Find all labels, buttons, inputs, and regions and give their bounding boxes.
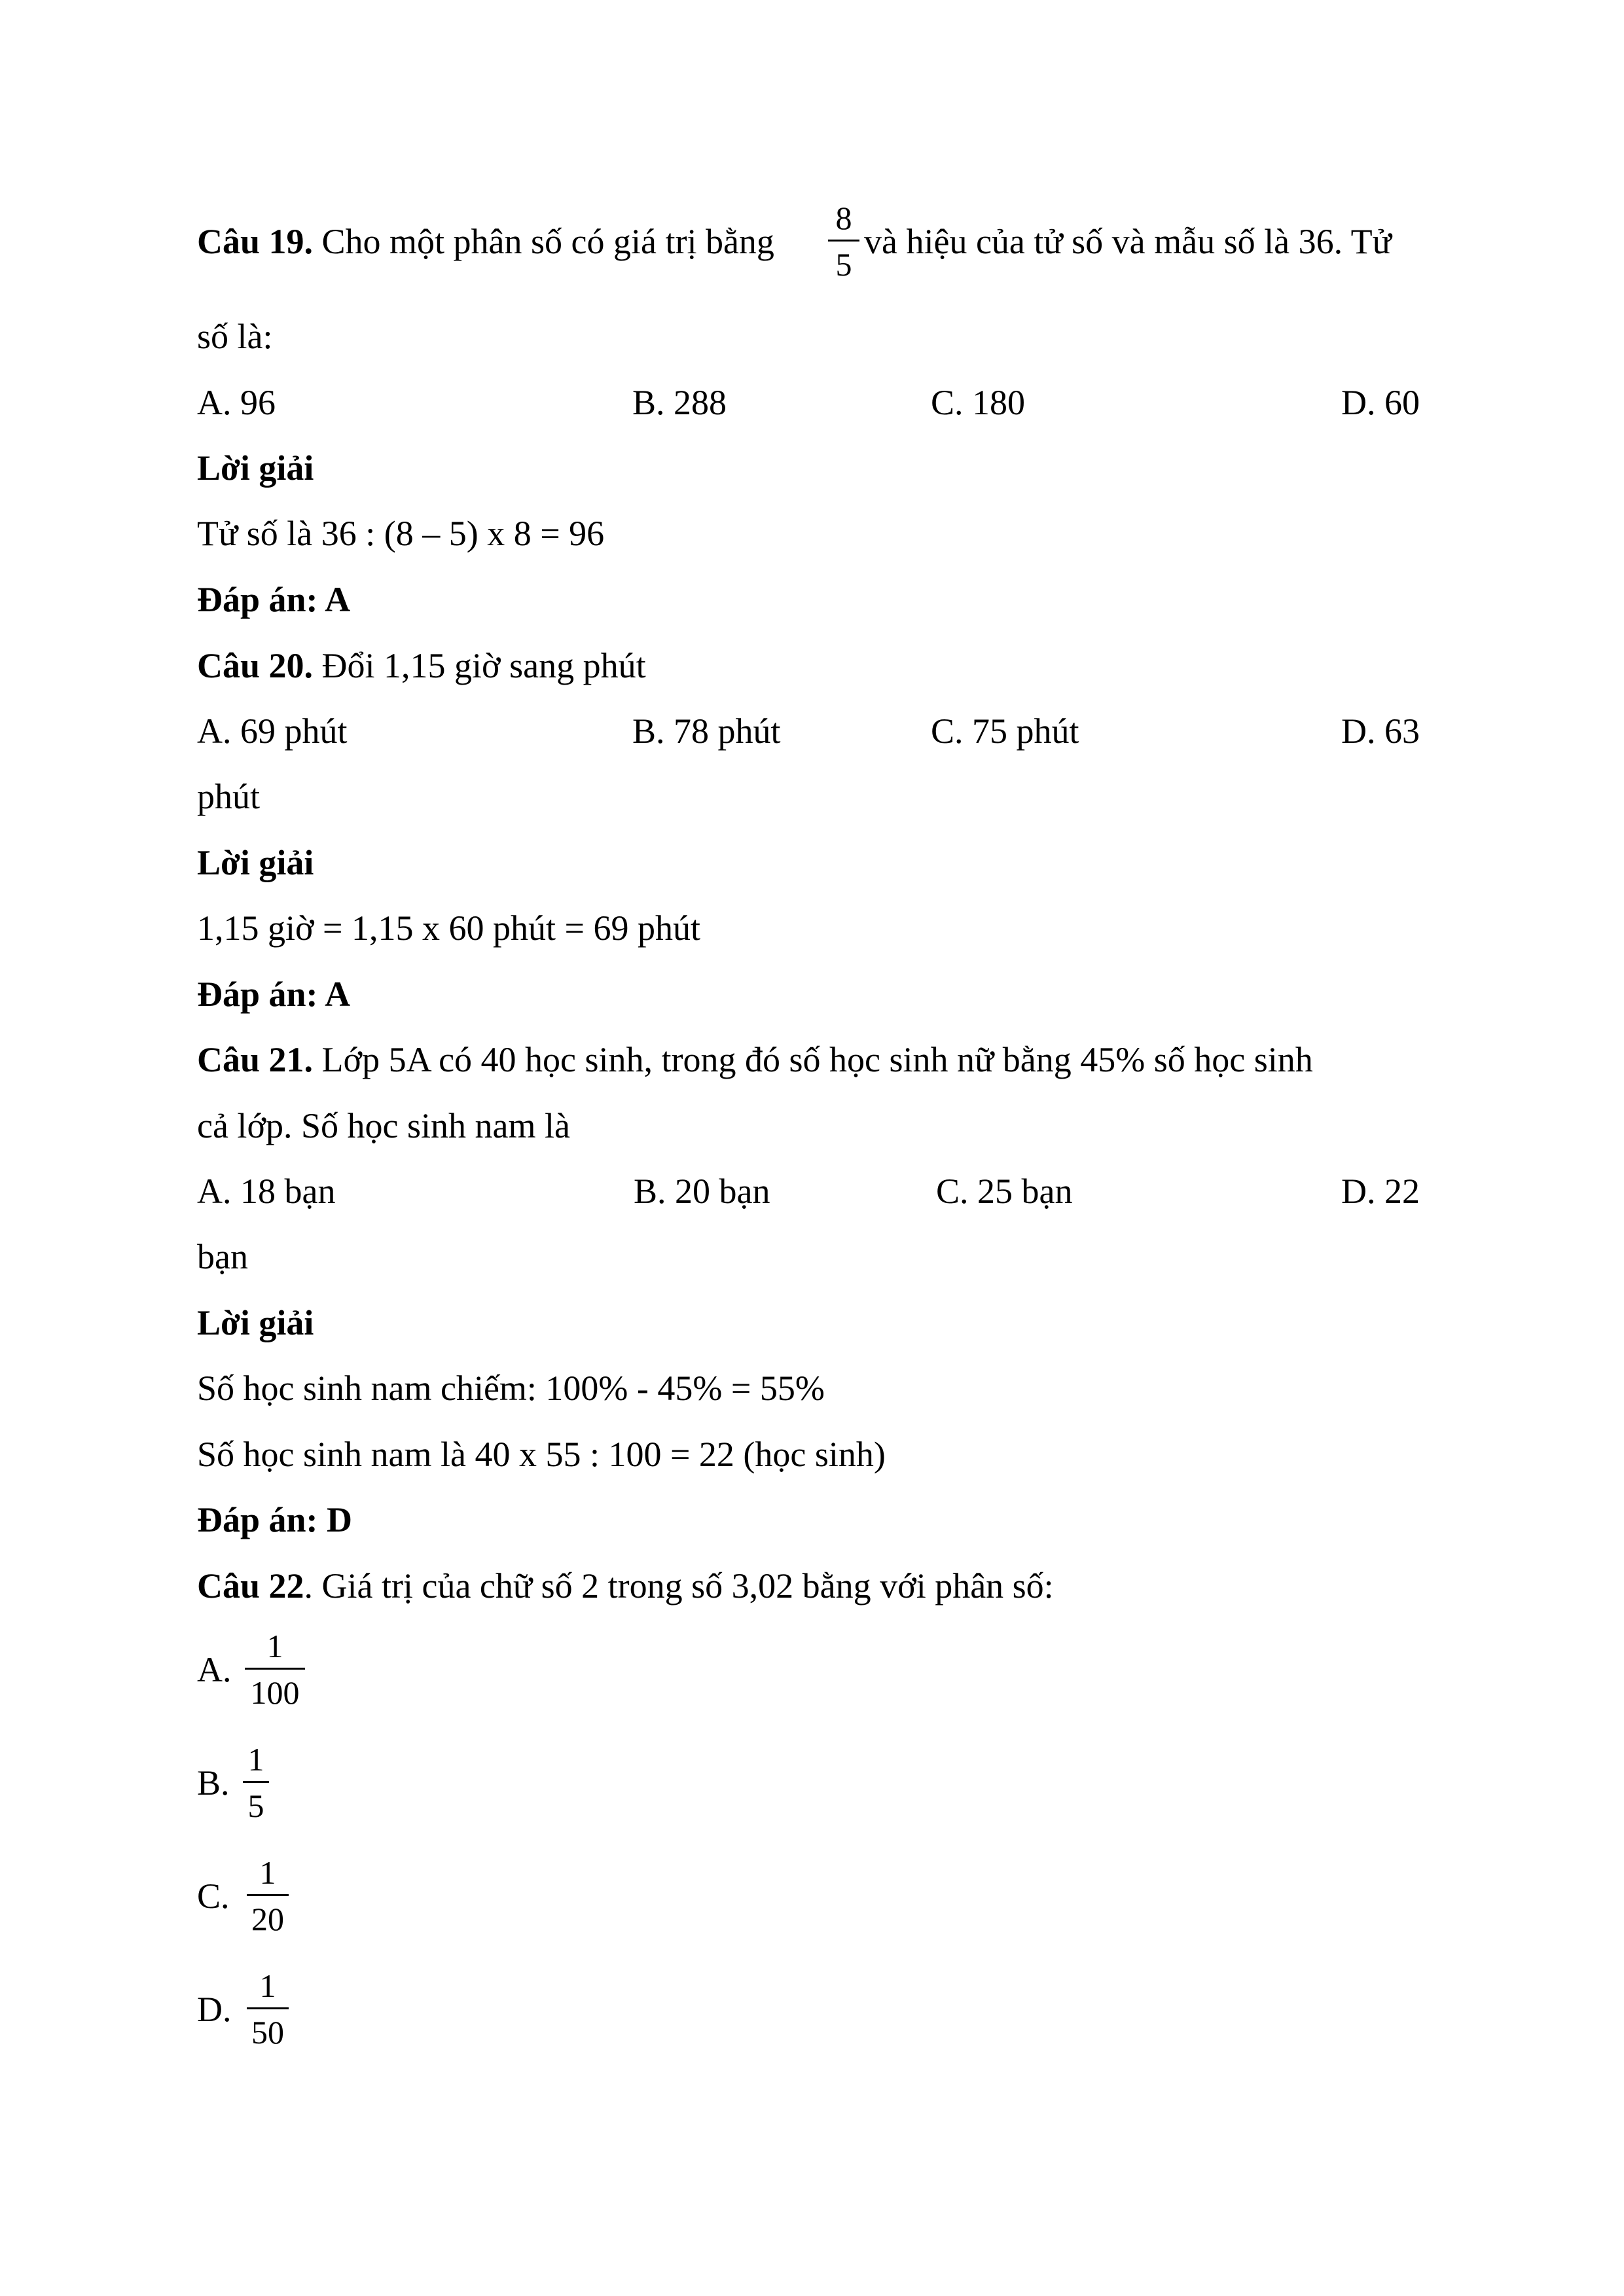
q19-frac-num: 8 xyxy=(835,200,852,236)
q21-option-a: A. 18 bạn xyxy=(197,1172,336,1211)
q22-option-a-den: 100 xyxy=(250,1674,300,1711)
q22-option-d-fraction xyxy=(247,1969,289,2049)
q22-option-a-fraction xyxy=(245,1630,305,1709)
q19-option-d: D. 60 xyxy=(1341,383,1420,422)
q22-option-c-num: 1 xyxy=(259,1854,276,1891)
q19-question-line xyxy=(197,224,774,259)
q21-option-d: D. 22 xyxy=(1341,1172,1420,1211)
q22-option-b-fraction xyxy=(243,1743,269,1822)
q19-solution-line: Tử số là 36 : (8 – 5) x 8 = 96 xyxy=(197,514,605,553)
q22-option-c-den: 20 xyxy=(251,1901,284,1937)
q20-option-c: C. 75 phút xyxy=(931,711,1079,751)
q21-option-wrap: bạn xyxy=(197,1237,248,1276)
q21-answer: Đáp án: D xyxy=(197,1500,353,1539)
q20-option-d: D. 63 xyxy=(1341,711,1420,751)
q22-option-a-letter: A. xyxy=(197,1650,232,1689)
q19-answer: Đáp án: A xyxy=(197,580,351,619)
q21-question-line xyxy=(197,1042,1313,1077)
q22-question-line xyxy=(197,1568,1054,1604)
fraction-bar xyxy=(247,2007,289,2009)
q20-text: Đổi 1,15 giờ sang phút xyxy=(321,646,646,685)
fraction-bar xyxy=(243,1781,269,1783)
q22-option-c-fraction xyxy=(247,1856,289,1935)
q22-option-d-letter: D. xyxy=(197,1990,232,2029)
q21-option-b: B. 20 bạn xyxy=(634,1172,770,1211)
fraction-bar xyxy=(245,1668,305,1670)
q19-text-cont: số là: xyxy=(197,317,273,356)
q21-text-cont: cả lớp. Số học sinh nam là xyxy=(197,1106,570,1145)
q21-label: Câu 21. xyxy=(197,1040,314,1079)
q19-text-after: và hiệu của tử số và mẫu số là 36. Tử xyxy=(864,222,1392,261)
fraction-bar xyxy=(828,240,859,242)
q19-solution-label: Lời giải xyxy=(197,448,314,488)
q19-option-c: C. 180 xyxy=(931,383,1026,422)
q22-text: . Giá trị của chữ số 2 trong số 3,02 bằng với phân số: xyxy=(304,1566,1054,1605)
q20-option-a: A. 69 phút xyxy=(197,711,348,751)
q22-option-b-num: 1 xyxy=(247,1741,264,1778)
q21-option-c: C. 25 bạn xyxy=(936,1172,1073,1211)
q21-solution-label: Lời giải xyxy=(197,1303,314,1342)
q20-question-line xyxy=(197,648,646,683)
q21-text: Lớp 5A có 40 học sinh, trong đó số học sinh nữ bằng 45% số học sinh xyxy=(321,1040,1313,1079)
q22-option-c-letter: C. xyxy=(197,1876,230,1916)
q20-label: Câu 20. xyxy=(197,646,314,685)
q19-option-a: A. 96 xyxy=(197,383,276,422)
q22-option-b-letter: B. xyxy=(197,1763,230,1803)
q20-option-b: B. 78 phút xyxy=(632,711,781,751)
q20-solution-line: 1,15 giờ = 1,15 x 60 phút = 69 phút xyxy=(197,908,700,948)
q22-label: Câu 22 xyxy=(197,1566,304,1605)
q19-option-b: B. 288 xyxy=(632,383,727,422)
q21-solution-line-1: Số học sinh nam chiếm: 100% - 45% = 55% xyxy=(197,1369,825,1408)
q22-option-b-den: 5 xyxy=(247,1787,264,1824)
q20-option-wrap: phút xyxy=(197,777,261,816)
q19-frac-den: 5 xyxy=(835,246,852,283)
q20-solution-label: Lời giải xyxy=(197,843,314,882)
q22-option-d-den: 50 xyxy=(251,2014,284,2051)
q22-option-a-num: 1 xyxy=(266,1628,283,1664)
q19-text-before: Cho một phân số có giá trị bằng xyxy=(321,222,774,261)
q19-label: Câu 19. xyxy=(197,222,314,261)
q21-solution-line-2: Số học sinh nam là 40 x 55 : 100 = 22 (học sinh) xyxy=(197,1435,886,1474)
q19-fraction xyxy=(828,202,859,281)
q20-answer: Đáp án: A xyxy=(197,975,351,1014)
q22-option-d-num: 1 xyxy=(259,1967,276,2004)
fraction-bar xyxy=(247,1894,289,1896)
